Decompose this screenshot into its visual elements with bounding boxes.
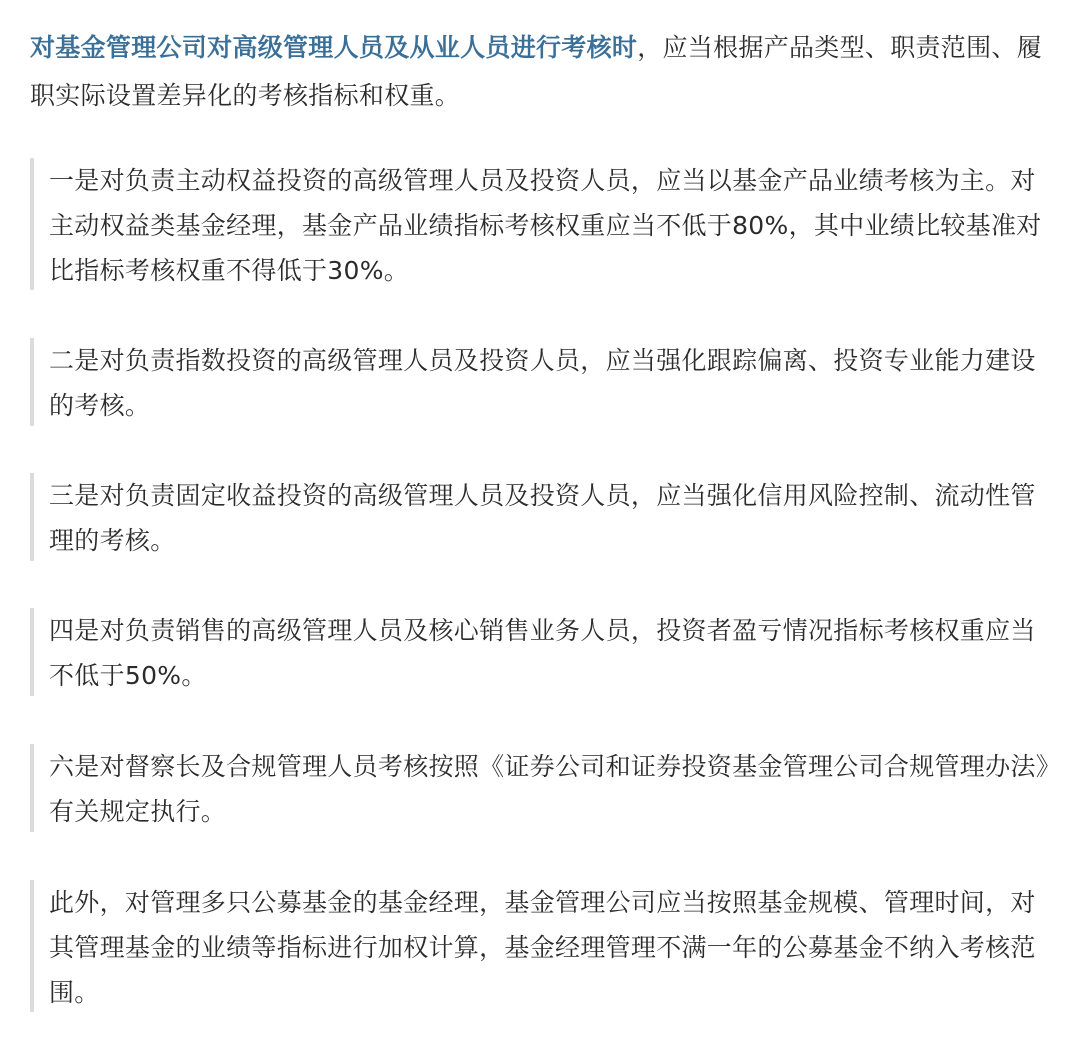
intro-text: ，应当根据产品类型、职责范围、履职实际设置差异化的考核指标和权重。 <box>30 33 1043 110</box>
blockquote-text: 此外，对管理多只公募基金的基金经理，基金管理公司应当按照基金规模、管理时间，对其管理基金的业绩等指标进行加权计算，基金经理管理不满一年的公募基金不纳入考核范围。 <box>49 888 1036 1007</box>
blockquote-equity <box>30 158 1055 290</box>
intro-highlight: 对基金管理公司对高级管理人员及从业人员进行考核时 <box>30 33 638 62</box>
blockquote-text: 六是对督察长及合规管理人员考核按照《证券公司和证券投资基金管理公司合规管理办法》有关规定执行。 <box>49 752 1049 826</box>
blockquote-text: 四是对负责销售的高级管理人员及核心销售业务人员，投资者盈亏情况指标考核权重应当不低于50%。 <box>49 616 1036 690</box>
blockquote-compliance <box>30 744 1055 832</box>
blockquote-text: 三是对负责固定收益投资的高级管理人员及投资人员，应当强化信用风险控制、流动性管理的考核。 <box>49 481 1036 555</box>
blockquote-sales <box>30 608 1055 696</box>
blockquote-text: 二是对负责指数投资的高级管理人员及投资人员，应当强化跟踪偏离、投资专业能力建设的考核。 <box>49 346 1036 420</box>
blockquote-additional <box>30 880 1055 1012</box>
blockquote-text: 一是对负责主动权益投资的高级管理人员及投资人员，应当以基金产品业绩考核为主。对主动权益类基金经理，基金产品业绩指标考核权重应当不低于80%，其中业绩比较基准对比指标考核权重不得低于30%。 <box>49 166 1042 285</box>
blockquote-index <box>30 338 1055 426</box>
intro-paragraph <box>30 24 1055 120</box>
blockquote-fixed-income <box>30 473 1055 561</box>
